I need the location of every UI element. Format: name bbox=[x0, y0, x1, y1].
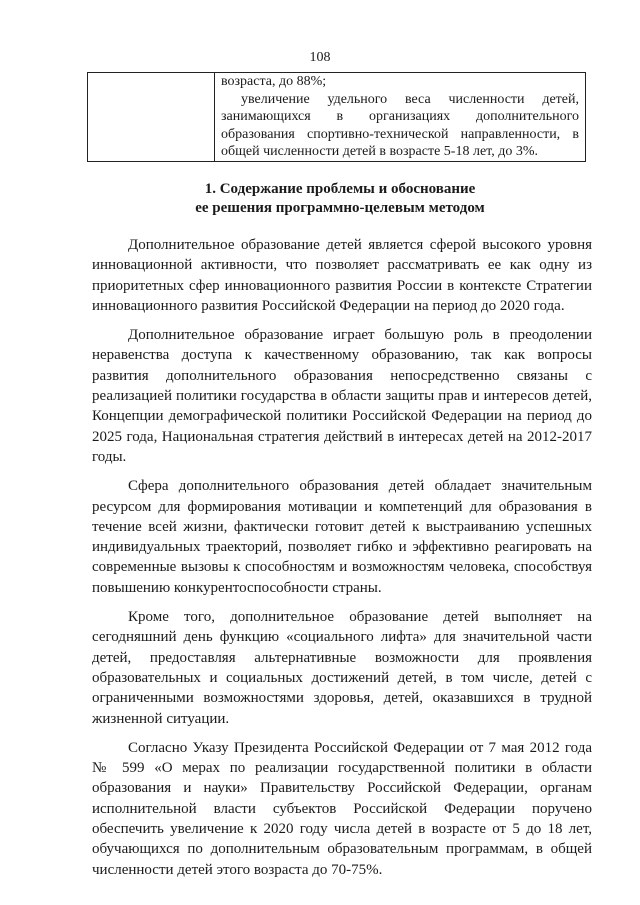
paragraph: Сфера дополнительного образования детей обладает значительным ресурсом для формирования мотивации и компетенций для образования в течение всей жизни, фактически готовит детей к выстраиванию успешных индивидуальных траекторий, позволяет гибко и эффективно реагировать на современные вызовы к способностям и возможностям человека, способствуя повышению конкурентоспособности страны. bbox=[92, 478, 592, 596]
page-number: 108 bbox=[309, 50, 331, 65]
section-heading-line-1: 1. Содержание проблемы и обоснование bbox=[204, 181, 476, 197]
table-left-cell bbox=[88, 73, 215, 161]
paragraph: Кроме того, дополнительное образование детей выполняет на сегодняшний день функцию «социального лифта» для значительной части детей, предоставляя альтернативные возможности для проявления образовательных и социальных достижений детей, в том числе, детей с ограниченными возможностями здоровья, детей, оказавшихся в трудной жизненной ситуации. bbox=[92, 609, 592, 727]
paragraph: Согласно Указу Президента Российской Федерации от 7 мая 2012 года № 599 «О мерах по реализации государственной политики в области образования и науки» Правительству Российской Федерации, органам исполнительной власти субъектов Российской Федерации поручено обеспечить увеличение к 2020 году числа детей в возрасте от 5 до 18 лет, обучающихся по дополнительным образовательным программам, в общей численности детей этого возраста до 70-75%. bbox=[92, 739, 592, 878]
table-line-2: увеличение удельного веса численности детей, занимающихся в организациях дополнительного образования спортивно-технической направленности, в общей численности детей в возрасте 5-18 лет, до 3%. bbox=[221, 91, 579, 159]
body-text bbox=[92, 235, 592, 889]
continuation-table bbox=[87, 72, 586, 162]
table-right-cell bbox=[215, 73, 585, 161]
section-heading-line-2: ее решения программно-целевым методом bbox=[195, 200, 485, 216]
table-line-1: возраста, до 88%; bbox=[221, 74, 327, 89]
paragraph: Дополнительное образование играет большую роль в преодолении неравенства доступа к качественному образованию, так как вопросы развития дополнительного образования непосредственно связаны с реализацией политики государства в области защиты прав и интересов детей, Концепции демографической политики Российской Федерации на период до 2025 года, Национальная стратегия действий в интересах детей на 2012-2017 годы. bbox=[92, 327, 592, 465]
paragraph: Дополнительное образование детей является сферой высокого уровня инновационной активности, что позволяет рассматривать ее как одну из приоритетных сфер инновационного развития России в контексте Стратегии инновационного развития Российской Федерации на период до 2020 года. bbox=[92, 237, 592, 314]
section-heading bbox=[80, 180, 600, 218]
